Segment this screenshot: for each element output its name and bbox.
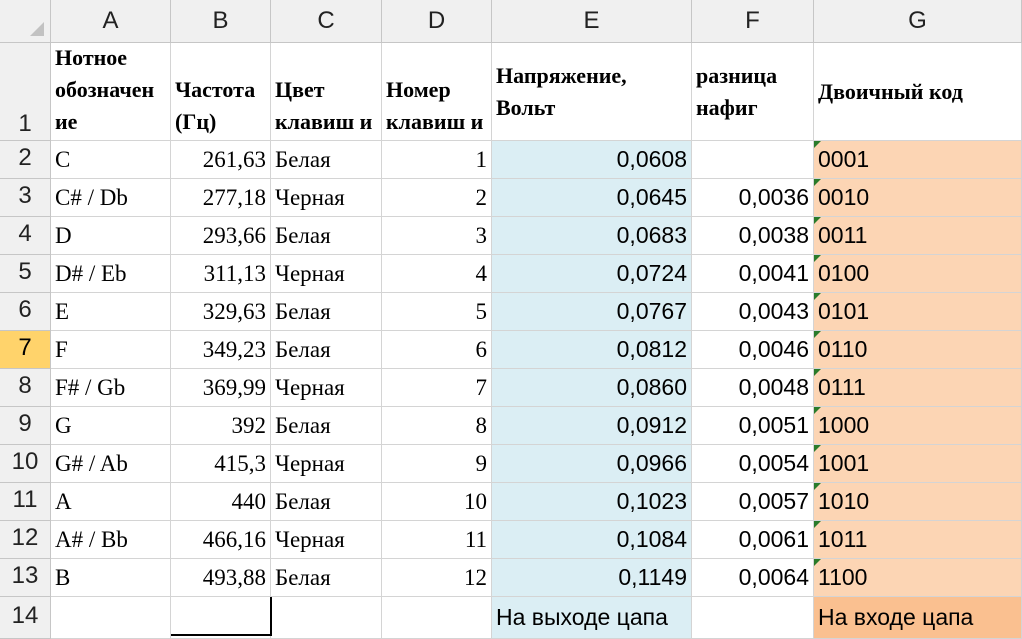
empty-cell[interactable]	[171, 597, 271, 639]
column-header-f[interactable]: F	[692, 0, 814, 43]
cell-key-number[interactable]	[382, 369, 492, 407]
cell-difference-text: 0,0048	[738, 374, 809, 400]
cell-voltage[interactable]	[492, 445, 692, 483]
cell-difference-text: 0,0064	[738, 564, 809, 590]
row-header-10[interactable]: 10	[0, 445, 51, 483]
cell-voltage-text: 0,0608	[616, 146, 687, 172]
cell-binary-code-text: 0100	[818, 260, 870, 286]
cell-difference[interactable]	[692, 179, 814, 217]
row-header-3[interactable]: 3	[0, 179, 51, 217]
cell-key-color-text: Белая	[275, 564, 331, 590]
cell-frequency[interactable]	[171, 559, 271, 597]
cell-binary-code[interactable]	[814, 521, 1022, 559]
cell-binary-code[interactable]	[814, 483, 1022, 521]
row-header-12[interactable]: 12	[0, 521, 51, 559]
cell-frequency[interactable]	[171, 445, 271, 483]
cell-difference-text: 0,0036	[738, 184, 809, 210]
error-indicator-icon	[814, 179, 821, 186]
column-header-e[interactable]: E	[492, 0, 692, 43]
error-indicator-icon	[814, 445, 821, 452]
empty-cell[interactable]	[51, 597, 171, 639]
cell-binary-code-text: 1001	[818, 450, 870, 476]
cell-binary-code[interactable]	[814, 255, 1022, 293]
cell-key-color[interactable]	[271, 141, 382, 179]
cell-binary-code-text: 1011	[818, 526, 868, 552]
cell-key-number-text: 6	[475, 336, 487, 362]
cell-frequency-text: 329,63	[202, 298, 266, 324]
cell-note-text: F	[55, 336, 68, 362]
cell-frequency[interactable]	[171, 521, 271, 559]
cell-note[interactable]	[51, 331, 171, 369]
error-indicator-icon	[814, 369, 821, 376]
select-all-corner[interactable]	[0, 0, 51, 43]
row-header-5[interactable]: 5	[0, 255, 51, 293]
cell-note-text: G	[55, 412, 72, 438]
header-key-number[interactable]: Номер клавиш и	[382, 43, 492, 141]
cell-voltage[interactable]	[492, 217, 692, 255]
row-header-11[interactable]: 11	[0, 483, 51, 521]
cell-difference[interactable]	[692, 255, 814, 293]
cell-frequency[interactable]	[171, 369, 271, 407]
cell-frequency[interactable]	[171, 255, 271, 293]
row-header-6[interactable]: 6	[0, 293, 51, 331]
dac-input-label-text: На входе цапа	[818, 604, 974, 630]
cell-key-number[interactable]	[382, 255, 492, 293]
cell-note-text: E	[55, 298, 70, 324]
cell-key-color-text: Черная	[275, 526, 345, 552]
cell-difference[interactable]	[692, 293, 814, 331]
cell-voltage[interactable]	[492, 141, 692, 179]
cell-note-text: D# / Eb	[55, 260, 127, 286]
column-header-g[interactable]: G	[814, 0, 1022, 43]
cell-key-color-text: Белая	[275, 412, 331, 438]
row-header-1[interactable]: 1	[0, 43, 51, 141]
cell-difference-text: 0,0041	[738, 260, 809, 286]
cell-binary-code[interactable]	[814, 141, 1022, 179]
cell-difference[interactable]	[692, 331, 814, 369]
cell-key-number[interactable]	[382, 559, 492, 597]
cell-frequency-text: 466,16	[202, 526, 266, 552]
cell-key-number-text: 3	[475, 222, 487, 248]
error-indicator-icon	[814, 255, 821, 262]
header-voltage[interactable]: Напряжение, Вольт	[492, 43, 692, 141]
cell-voltage[interactable]	[492, 483, 692, 521]
cell-note[interactable]	[51, 483, 171, 521]
cell-note[interactable]	[51, 179, 171, 217]
error-indicator-icon	[814, 293, 821, 300]
cell-note-text: A	[55, 488, 72, 514]
cell-difference[interactable]	[692, 369, 814, 407]
cell-key-number-text: 4	[475, 260, 487, 286]
cell-frequency-text: 392	[231, 412, 266, 438]
row-header-9[interactable]: 9	[0, 407, 51, 445]
cell-note[interactable]	[51, 141, 171, 179]
cell-key-number[interactable]	[382, 521, 492, 559]
cell-frequency[interactable]	[171, 293, 271, 331]
header-binary-code[interactable]: Двоичный код	[814, 43, 1022, 141]
cell-binary-code[interactable]	[814, 559, 1022, 597]
row-header-13[interactable]: 13	[0, 559, 51, 597]
cell-voltage-text: 0,0683	[616, 222, 687, 248]
cell-note-text: C	[55, 146, 71, 172]
cell-key-color-text: Черная	[275, 374, 345, 400]
cell-key-color-text: Черная	[275, 450, 345, 476]
cell-key-color-text: Белая	[275, 488, 331, 514]
cell-voltage[interactable]	[492, 293, 692, 331]
cell-voltage-text: 0,0812	[616, 336, 687, 362]
cell-binary-code[interactable]	[814, 293, 1022, 331]
cell-frequency-text: 440	[231, 488, 266, 514]
row-header-7[interactable]: 7	[0, 331, 51, 369]
cell-key-number-text: 2	[475, 184, 487, 210]
cell-binary-code-text: 1000	[818, 412, 870, 438]
cell-key-number[interactable]	[382, 483, 492, 521]
cell-note[interactable]	[51, 521, 171, 559]
cell-note[interactable]	[51, 445, 171, 483]
cell-key-color[interactable]	[271, 293, 382, 331]
cell-voltage-text: 0,0912	[616, 412, 687, 438]
cell-note-text: A# / Bb	[55, 526, 128, 552]
cell-note[interactable]	[51, 369, 171, 407]
cell-frequency-text: 369,99	[202, 374, 266, 400]
cell-frequency-text: 349,23	[202, 336, 266, 362]
cell-frequency[interactable]	[171, 331, 271, 369]
cell-frequency-text: 311,13	[203, 260, 266, 286]
cell-frequency[interactable]	[171, 179, 271, 217]
cell-key-color[interactable]	[271, 445, 382, 483]
header-difference[interactable]: разница нафиг	[692, 43, 814, 141]
cell-frequency-text: 261,63	[202, 146, 266, 172]
cell-key-color[interactable]	[271, 255, 382, 293]
cell-key-number-text: 10	[464, 488, 487, 514]
cell-key-color[interactable]	[271, 483, 382, 521]
cell-difference-text: 0,0057	[738, 488, 809, 514]
error-indicator-icon	[814, 559, 821, 566]
cell-binary-code-text: 1010	[818, 488, 870, 514]
cell-key-color[interactable]	[271, 521, 382, 559]
cell-difference[interactable]	[692, 483, 814, 521]
cell-key-color[interactable]	[271, 369, 382, 407]
cell-frequency[interactable]	[171, 141, 271, 179]
cell-difference[interactable]	[692, 559, 814, 597]
cell-difference[interactable]	[692, 141, 814, 179]
cell-frequency-text: 277,18	[202, 184, 266, 210]
cell-key-color[interactable]	[271, 217, 382, 255]
cell-binary-code-text: 0001	[818, 146, 870, 172]
cell-note-text: F# / Gb	[55, 374, 126, 400]
row-header-2[interactable]: 2	[0, 141, 51, 179]
cell-key-number[interactable]	[382, 407, 492, 445]
cell-key-number-text: 1	[475, 146, 487, 172]
cell-difference-text: 0,0038	[738, 222, 809, 248]
cell-voltage-text: 0,0767	[616, 298, 687, 324]
cell-voltage-text: 0,0645	[616, 184, 687, 210]
cell-binary-code[interactable]	[814, 407, 1022, 445]
cell-voltage-text: 0,0860	[616, 374, 687, 400]
cell-binary-code[interactable]	[814, 217, 1022, 255]
dac-output-label[interactable]	[492, 597, 692, 639]
cell-difference-text: 0,0046	[738, 336, 809, 362]
cell-key-number-text: 8	[475, 412, 487, 438]
cell-difference[interactable]	[692, 521, 814, 559]
empty-cell[interactable]	[271, 597, 382, 639]
cell-key-number-text: 5	[475, 298, 487, 324]
cell-voltage-text: 0,0724	[616, 260, 687, 286]
empty-cell[interactable]	[692, 597, 814, 639]
error-indicator-icon	[814, 217, 821, 224]
cell-voltage[interactable]	[492, 521, 692, 559]
cell-key-number-text: 7	[475, 374, 487, 400]
cell-note[interactable]	[51, 217, 171, 255]
error-indicator-icon	[814, 407, 821, 414]
cell-difference-text: 0,0061	[738, 526, 809, 552]
cell-key-number[interactable]	[382, 445, 492, 483]
cell-voltage-text: 0,1149	[618, 564, 687, 590]
cell-key-number-text: 11	[464, 526, 487, 552]
cell-key-color-text: Черная	[275, 260, 345, 286]
column-header-c[interactable]: C	[271, 0, 382, 43]
cell-key-color-text: Белая	[275, 222, 331, 248]
cell-key-number[interactable]	[382, 179, 492, 217]
header-key-color[interactable]: Цвет клавиш и	[271, 43, 382, 141]
cell-binary-code-text: 0111	[818, 374, 866, 400]
cell-voltage[interactable]	[492, 331, 692, 369]
cell-key-color-text: Белая	[275, 336, 331, 362]
cell-frequency[interactable]	[171, 217, 271, 255]
header-note[interactable]: Нотное обозначен ие	[51, 43, 171, 141]
cell-note[interactable]	[51, 407, 171, 445]
error-indicator-icon	[814, 521, 821, 528]
cell-binary-code[interactable]	[814, 331, 1022, 369]
empty-cell[interactable]	[382, 597, 492, 639]
cell-difference[interactable]	[692, 217, 814, 255]
cell-voltage[interactable]	[492, 255, 692, 293]
cell-voltage-text: 0,1023	[616, 488, 687, 514]
cell-voltage[interactable]	[492, 179, 692, 217]
row-header-4[interactable]: 4	[0, 217, 51, 255]
cell-difference[interactable]	[692, 407, 814, 445]
cell-note[interactable]	[51, 255, 171, 293]
cell-note-text: D	[55, 222, 72, 248]
cell-voltage[interactable]	[492, 407, 692, 445]
cell-key-color-text: Белая	[275, 298, 331, 324]
dac-input-label[interactable]	[814, 597, 1022, 639]
cell-difference[interactable]	[692, 445, 814, 483]
cell-binary-code-text: 0010	[818, 184, 870, 210]
cell-key-number[interactable]	[382, 331, 492, 369]
cell-difference-text: 0,0051	[738, 412, 809, 438]
cell-frequency-text: 415,3	[214, 450, 266, 476]
cell-key-color[interactable]	[271, 331, 382, 369]
cell-key-color[interactable]	[271, 407, 382, 445]
cell-key-color[interactable]	[271, 179, 382, 217]
cell-voltage[interactable]	[492, 559, 692, 597]
cell-key-color[interactable]	[271, 559, 382, 597]
column-header-d[interactable]: D	[382, 0, 492, 43]
row-header-14[interactable]: 14	[0, 597, 51, 639]
header-frequency[interactable]: Частота (Гц)	[171, 43, 271, 141]
cell-note-text: C# / Db	[55, 184, 128, 210]
cell-key-number[interactable]	[382, 217, 492, 255]
cell-frequency-text: 293,66	[202, 222, 266, 248]
cell-frequency[interactable]	[171, 407, 271, 445]
cell-binary-code-text: 0110	[818, 336, 868, 362]
cell-binary-code-text: 1100	[818, 564, 868, 590]
cell-difference-text: 0,0054	[738, 450, 809, 476]
cell-frequency[interactable]	[171, 483, 271, 521]
cell-key-number[interactable]	[382, 293, 492, 331]
dac-output-label-text: На выходе цапа	[496, 604, 668, 630]
cell-note[interactable]	[51, 559, 171, 597]
cell-key-number-text: 12	[464, 564, 487, 590]
column-header-a[interactable]: A	[51, 0, 171, 43]
error-indicator-icon	[814, 483, 821, 490]
cell-key-number[interactable]	[382, 141, 492, 179]
cell-note-text: B	[55, 564, 71, 590]
cell-binary-code[interactable]	[814, 445, 1022, 483]
cell-voltage-text: 0,1084	[616, 526, 687, 552]
cell-binary-code[interactable]	[814, 179, 1022, 217]
cell-key-color-text: Белая	[275, 146, 331, 172]
cell-binary-code[interactable]	[814, 369, 1022, 407]
cell-frequency-text: 493,88	[202, 564, 266, 590]
cell-key-number-text: 9	[475, 450, 487, 476]
cell-note[interactable]	[51, 293, 171, 331]
cell-voltage-text: 0,0966	[616, 450, 687, 476]
error-indicator-icon	[814, 141, 821, 148]
cell-key-color-text: Черная	[275, 184, 345, 210]
cell-binary-code-text: 0101	[818, 298, 870, 324]
row-header-8[interactable]: 8	[0, 369, 51, 407]
cell-voltage[interactable]	[492, 369, 692, 407]
cell-binary-code-text: 0011	[818, 222, 868, 248]
error-indicator-icon	[814, 331, 821, 338]
cell-note-text: G# / Ab	[55, 450, 128, 476]
column-header-b[interactable]: B	[171, 0, 271, 43]
cell-difference-text: 0,0043	[738, 298, 809, 324]
